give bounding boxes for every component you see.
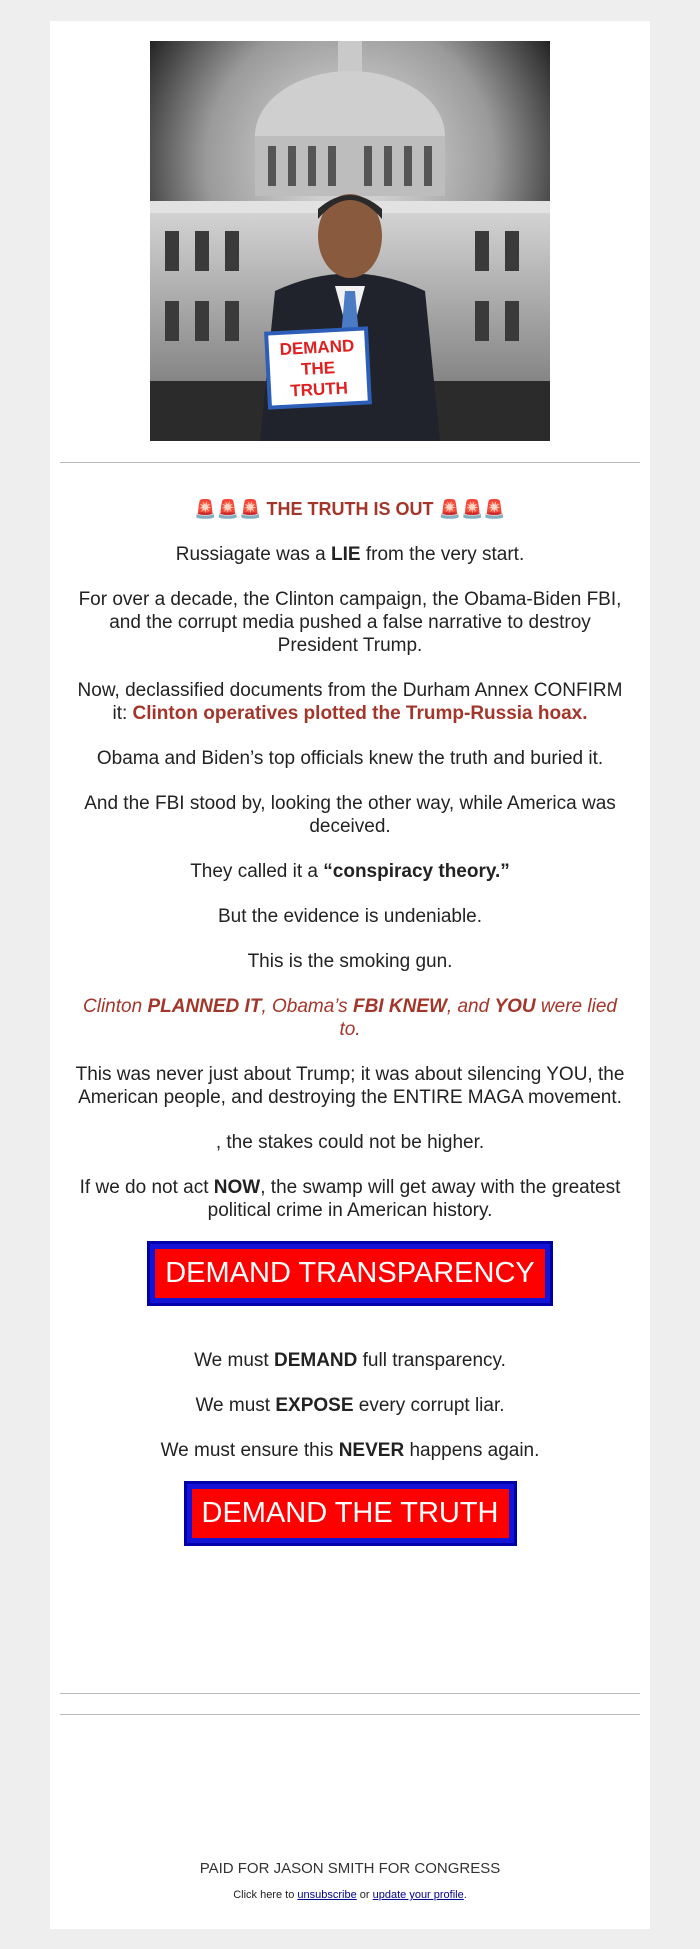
paragraph: And the FBI stood by, looking the other way, while America was deceived. (84, 793, 616, 837)
paragraph: Now, declassified documents from the Durham Annex CONFIRM it: Clinton operatives plotted the Trump-Russia hoax. (77, 680, 623, 724)
demand-transparency-button[interactable]: DEMAND TRANSPARENCY (150, 1244, 550, 1303)
paragraph: Russiagate was a LIE from the very start. (175, 544, 525, 565)
paragraph: We must EXPOSE every corrupt liar. (195, 1395, 505, 1416)
paragraph: They called it a “conspiracy theory.” (190, 861, 510, 882)
sign-line-1: DEMAND (279, 336, 355, 359)
paid-for-disclaimer: PAID FOR JASON SMITH FOR CONGRESS (199, 1860, 501, 1877)
footer-links: Click here to unsubscribe or update your profile. (233, 1889, 467, 1901)
email-card (50, 21, 650, 1929)
sign-line-3: TRUTH (289, 378, 349, 401)
update-profile-link[interactable]: update your profile (372, 1889, 464, 1901)
cta-wrap (50, 1244, 650, 1303)
paragraph: If we do not act NOW, the swamp will get away with the greatest political crime in American history. (79, 1177, 621, 1221)
unsubscribe-link[interactable]: unsubscribe (297, 1889, 357, 1901)
paragraph: , the stakes could not be higher. (215, 1132, 485, 1153)
paragraph: We must DEMAND full transparency. (194, 1350, 506, 1371)
paragraph: But the evidence is undeniable. (217, 906, 483, 927)
siren-icon: 🚨 (239, 499, 262, 519)
paragraph: This is the smoking gun. (247, 951, 453, 972)
siren-icon: 🚨 (438, 499, 461, 519)
paragraph: This was never just about Trump; it was about silencing YOU, the American people, and destroying the ENTIRE MAGA movement. (75, 1064, 625, 1108)
headline: 🚨🚨🚨 THE TRUTH IS OUT 🚨🚨🚨 (194, 499, 506, 519)
divider-bottom-1 (60, 1693, 640, 1694)
email-body (50, 498, 650, 1589)
demand-truth-button[interactable]: DEMAND THE TRUTH (187, 1484, 514, 1543)
capitol-photo (150, 41, 550, 441)
hero-image (150, 41, 550, 441)
siren-icon: 🚨 (216, 499, 240, 519)
siren-icon: 🚨 (483, 499, 506, 519)
paragraph: Obama and Biden’s top officials knew the truth and buried it. (96, 748, 604, 769)
sign-line-2: THE (300, 358, 336, 379)
siren-icon: 🚨 (194, 499, 217, 519)
cta-wrap (50, 1484, 650, 1543)
paragraph: For over a decade, the Clinton campaign, the Obama-Biden FBI, and the corrupt media pushed a false narrative to destroy President Trump. (78, 589, 622, 656)
divider-bottom-2 (60, 1714, 640, 1715)
paragraph: Clinton PLANNED IT, Obama’s FBI KNEW, and YOU were lied to. (83, 996, 617, 1040)
paragraph: We must ensure this NEVER happens again. (160, 1440, 540, 1461)
siren-icon: 🚨 (460, 499, 484, 519)
divider-top (60, 462, 640, 463)
